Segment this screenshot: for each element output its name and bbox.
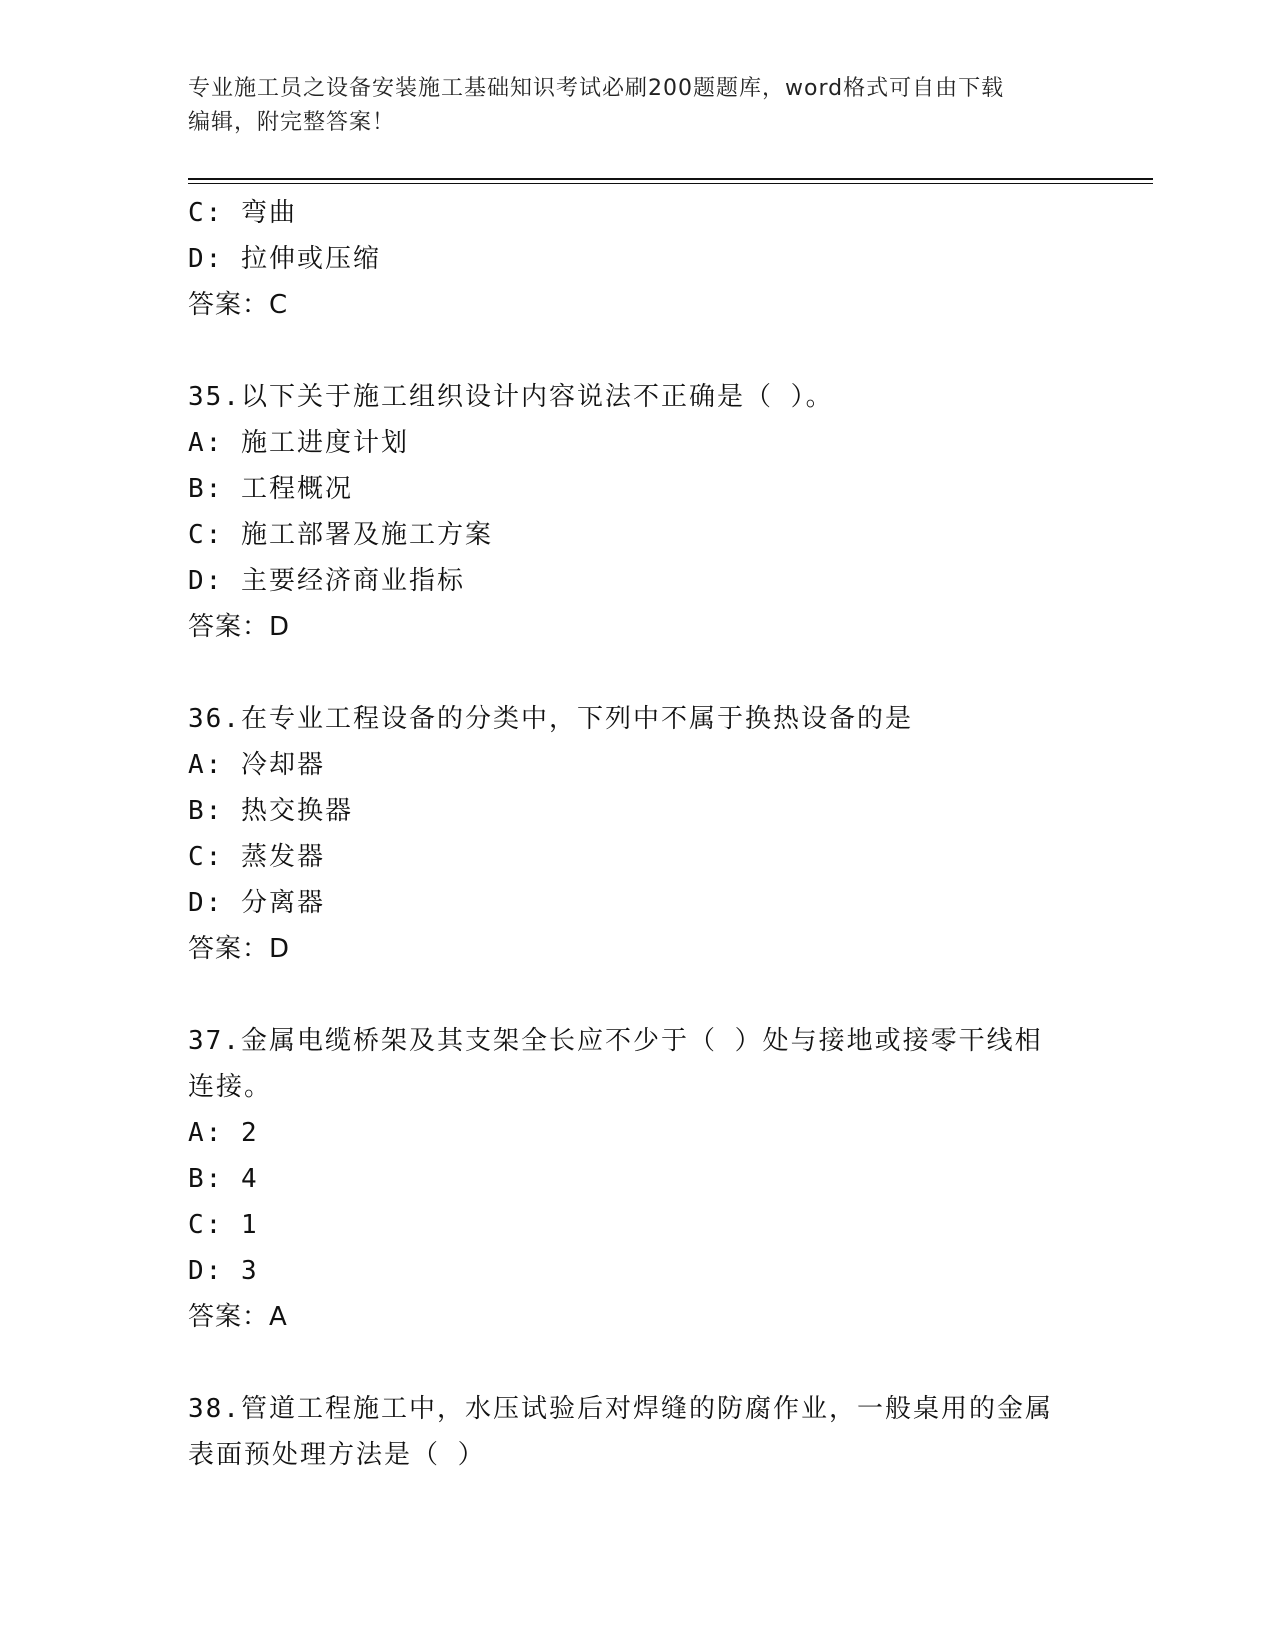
- question-37: [188, 1018, 1088, 1340]
- question-text-line-1: 38.管道工程施工中，水压试验后对焊缝的防腐作业，一般桌用的金属: [188, 1394, 1053, 1424]
- question-35: [188, 374, 1088, 650]
- header-divider-thin: [188, 183, 1153, 184]
- answer-line: 答案：C: [188, 290, 289, 320]
- spacer: [188, 972, 1088, 1018]
- option-c: C: 弯曲: [188, 198, 297, 228]
- spacer: [188, 650, 1088, 696]
- option-d: D: 拉伸或压缩: [188, 244, 381, 274]
- answer-line: 答案：D: [188, 934, 291, 964]
- answer-line: 答案：D: [188, 612, 291, 642]
- header-divider-thick: [188, 178, 1153, 180]
- option-c: C: 蒸发器: [188, 842, 325, 872]
- option-b: B: 4: [188, 1164, 259, 1194]
- option-a: A: 施工进度计划: [188, 428, 409, 458]
- option-d: D: 分离器: [188, 888, 325, 918]
- header-title-line-1: 专业施工员之设备安装施工基础知识考试必刷200题题库，word格式可自由下载: [188, 76, 1005, 101]
- question-34-continued: [188, 190, 1088, 328]
- option-b: B: 工程概况: [188, 474, 353, 504]
- option-a: A: 冷却器: [188, 750, 325, 780]
- question-text-line-2: 连接。: [188, 1072, 273, 1102]
- option-a: A: 2: [188, 1118, 259, 1148]
- question-text-line-1: 37.金属电缆桥架及其支架全长应不少于（ ）处与接地或接零干线相: [188, 1026, 1043, 1056]
- question-38: [188, 1386, 1088, 1478]
- question-list: [188, 190, 1088, 1478]
- question-text-line-2: 表面预处理方法是（ ）: [188, 1440, 486, 1470]
- option-c: C: 施工部署及施工方案: [188, 520, 493, 550]
- option-b: B: 热交换器: [188, 796, 353, 826]
- question-text: 36.在专业工程设备的分类中，下列中不属于换热设备的是: [188, 704, 913, 734]
- option-c: C: 1: [188, 1210, 259, 1240]
- spacer: [188, 328, 1088, 374]
- answer-line: 答案：A: [188, 1302, 288, 1332]
- option-d: D: 主要经济商业指标: [188, 566, 465, 596]
- question-36: [188, 696, 1088, 972]
- question-text: 35.以下关于施工组织设计内容说法不正确是（ ）。: [188, 382, 834, 412]
- spacer: [188, 1340, 1088, 1386]
- header-title-line-2: 编辑，附完整答案！: [188, 110, 396, 135]
- option-d: D: 3: [188, 1256, 259, 1286]
- document-header: [188, 72, 1068, 140]
